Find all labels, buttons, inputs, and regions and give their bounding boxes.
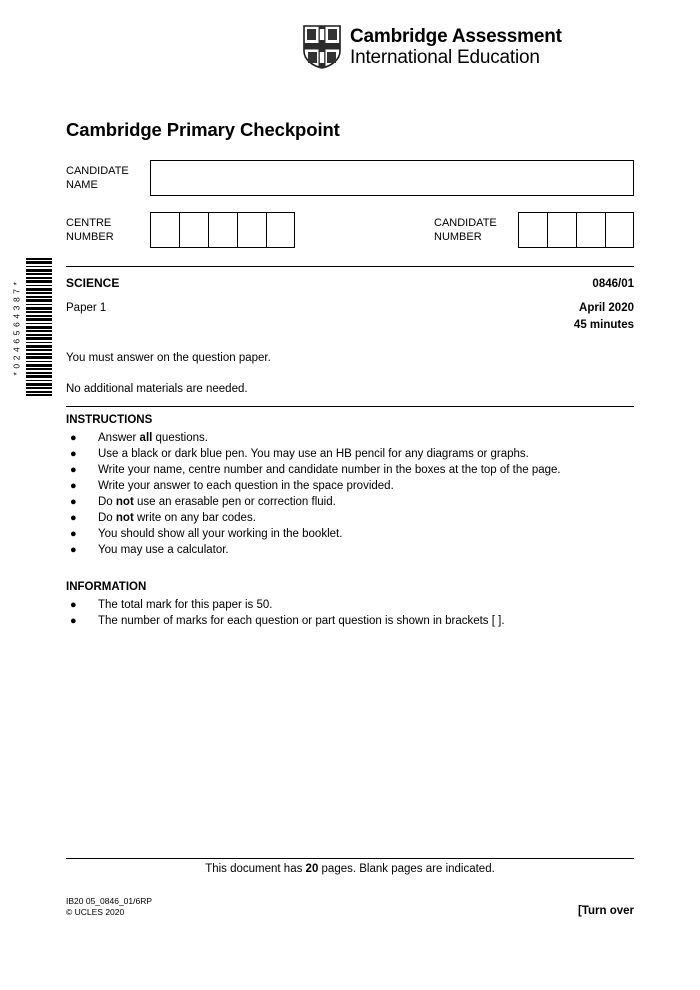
centre-number-cell[interactable]	[237, 212, 266, 248]
list-item	[66, 526, 634, 542]
paper-row	[66, 302, 634, 314]
bullet-icon: ●	[70, 544, 77, 556]
materials-note: No additional materials are needed.	[66, 383, 248, 395]
list-item-label	[98, 430, 634, 446]
text-run-emphasis: all	[139, 432, 153, 444]
list-item-label: You may use a calculator.	[98, 544, 229, 556]
logo-line-1: Cambridge Assessment	[350, 25, 562, 47]
centre-number-cell[interactable]	[266, 212, 295, 248]
duration-row	[66, 319, 634, 331]
ib-code: IB20 05_0846_01/6RP	[66, 896, 153, 906]
list-item-label: You should show all your working in the booklet.	[98, 528, 343, 540]
list-item	[66, 542, 634, 558]
logo-line-2: International Education	[350, 47, 540, 68]
subject-name: SCIENCE	[66, 276, 120, 290]
candidate-number-label-line1: CANDIDATE	[434, 217, 497, 229]
cambridge-assessment-logo	[303, 25, 562, 69]
page-count-pre: This document has	[205, 863, 306, 875]
subject-row	[66, 276, 634, 290]
list-item-label: Write your answer to each question in the space provided.	[98, 480, 394, 492]
barcode-digits	[10, 258, 24, 396]
text-run: questions.	[152, 432, 208, 444]
candidate-name-label-line1: CANDIDATE	[66, 165, 129, 177]
barcode-icon	[26, 258, 52, 396]
list-item	[66, 446, 634, 462]
candidate-number-cell[interactable]	[605, 212, 634, 248]
text-run-emphasis: not	[115, 512, 134, 524]
candidate-number-cell[interactable]	[518, 212, 547, 248]
candidate-name-label-line2: NAME	[66, 179, 98, 191]
candidate-name-label	[66, 160, 150, 192]
candidate-name-row	[66, 160, 634, 196]
list-item-label: The number of marks for each question or part question is shown in brackets [ ].	[98, 615, 505, 627]
exam-duration: 45 minutes	[573, 319, 634, 331]
candidate-name-input[interactable]	[150, 160, 634, 196]
list-item	[66, 494, 634, 510]
candidate-number-label	[434, 212, 518, 244]
subject-code: 0846/01	[592, 278, 634, 290]
page-count-value: 20	[305, 863, 319, 875]
divider-top	[66, 266, 634, 267]
centre-number-label-line1: CENTRE	[66, 217, 112, 229]
list-item	[66, 478, 634, 494]
candidate-number-cell[interactable]	[576, 212, 605, 248]
information-list	[66, 597, 634, 629]
centre-number-cell[interactable]	[150, 212, 179, 248]
bullet-icon: ●	[70, 599, 77, 611]
list-item	[66, 430, 634, 446]
text-run-emphasis: not	[115, 496, 134, 508]
bullet-icon: ●	[70, 496, 77, 508]
barcode	[10, 258, 54, 396]
information-heading: INFORMATION	[66, 581, 147, 593]
list-item-label: Write your name, centre number and candidate number in the boxes at the top of the page.	[98, 464, 561, 476]
bullet-icon: ●	[70, 432, 77, 444]
turn-over-label: [Turn over	[577, 905, 634, 917]
instructions-heading: INSTRUCTIONS	[66, 414, 153, 426]
paper-number: Paper 1	[66, 302, 107, 314]
instructions-list	[66, 430, 634, 558]
centre-number-label	[66, 212, 150, 244]
divider-middle	[66, 406, 634, 407]
text-run: use an erasable pen or correction fluid.	[133, 496, 336, 508]
page-count-note	[66, 863, 634, 875]
candidate-number-label-line2: NUMBER	[434, 231, 482, 243]
list-item-label	[98, 494, 634, 510]
text-run: Do	[98, 496, 116, 508]
list-item	[66, 462, 634, 478]
centre-number-cell[interactable]	[179, 212, 208, 248]
barcode-value: *0246564387*	[12, 278, 22, 376]
cambridge-crest-icon	[303, 25, 341, 69]
list-item	[66, 613, 634, 629]
centre-number-cells[interactable]	[150, 212, 295, 248]
bullet-icon: ●	[70, 512, 77, 524]
bullet-icon: ●	[70, 615, 77, 627]
bullet-icon: ●	[70, 448, 77, 460]
list-item-label: Use a black or dark blue pen. You may use an HB pencil for any diagrams or graphs.	[98, 448, 529, 460]
bullet-icon: ●	[70, 464, 77, 476]
candidate-number-cell[interactable]	[547, 212, 576, 248]
centre-number-cell[interactable]	[208, 212, 237, 248]
page-count-post: pages. Blank pages are indicated.	[318, 863, 495, 875]
divider-footer	[66, 858, 634, 859]
copyright: © UCLES 2020	[66, 907, 125, 917]
number-row	[66, 212, 634, 248]
list-item-label: The total mark for this paper is 50.	[98, 599, 273, 611]
bullet-icon: ●	[70, 528, 77, 540]
answer-note: You must answer on the question paper.	[66, 352, 271, 364]
page-title: Cambridge Primary Checkpoint	[66, 119, 340, 140]
list-item	[66, 510, 634, 526]
subject-block	[66, 276, 634, 331]
text-run: Do	[98, 512, 116, 524]
candidate-number-cells[interactable]	[518, 212, 634, 248]
list-item-label	[98, 510, 634, 526]
exam-date: April 2020	[579, 302, 634, 314]
list-item	[66, 597, 634, 613]
text-run: write on any bar codes.	[133, 512, 256, 524]
footer-codes	[66, 896, 152, 918]
text-run: Answer	[98, 432, 140, 444]
bullet-icon: ●	[70, 480, 77, 492]
centre-number-label-line2: NUMBER	[66, 231, 114, 243]
